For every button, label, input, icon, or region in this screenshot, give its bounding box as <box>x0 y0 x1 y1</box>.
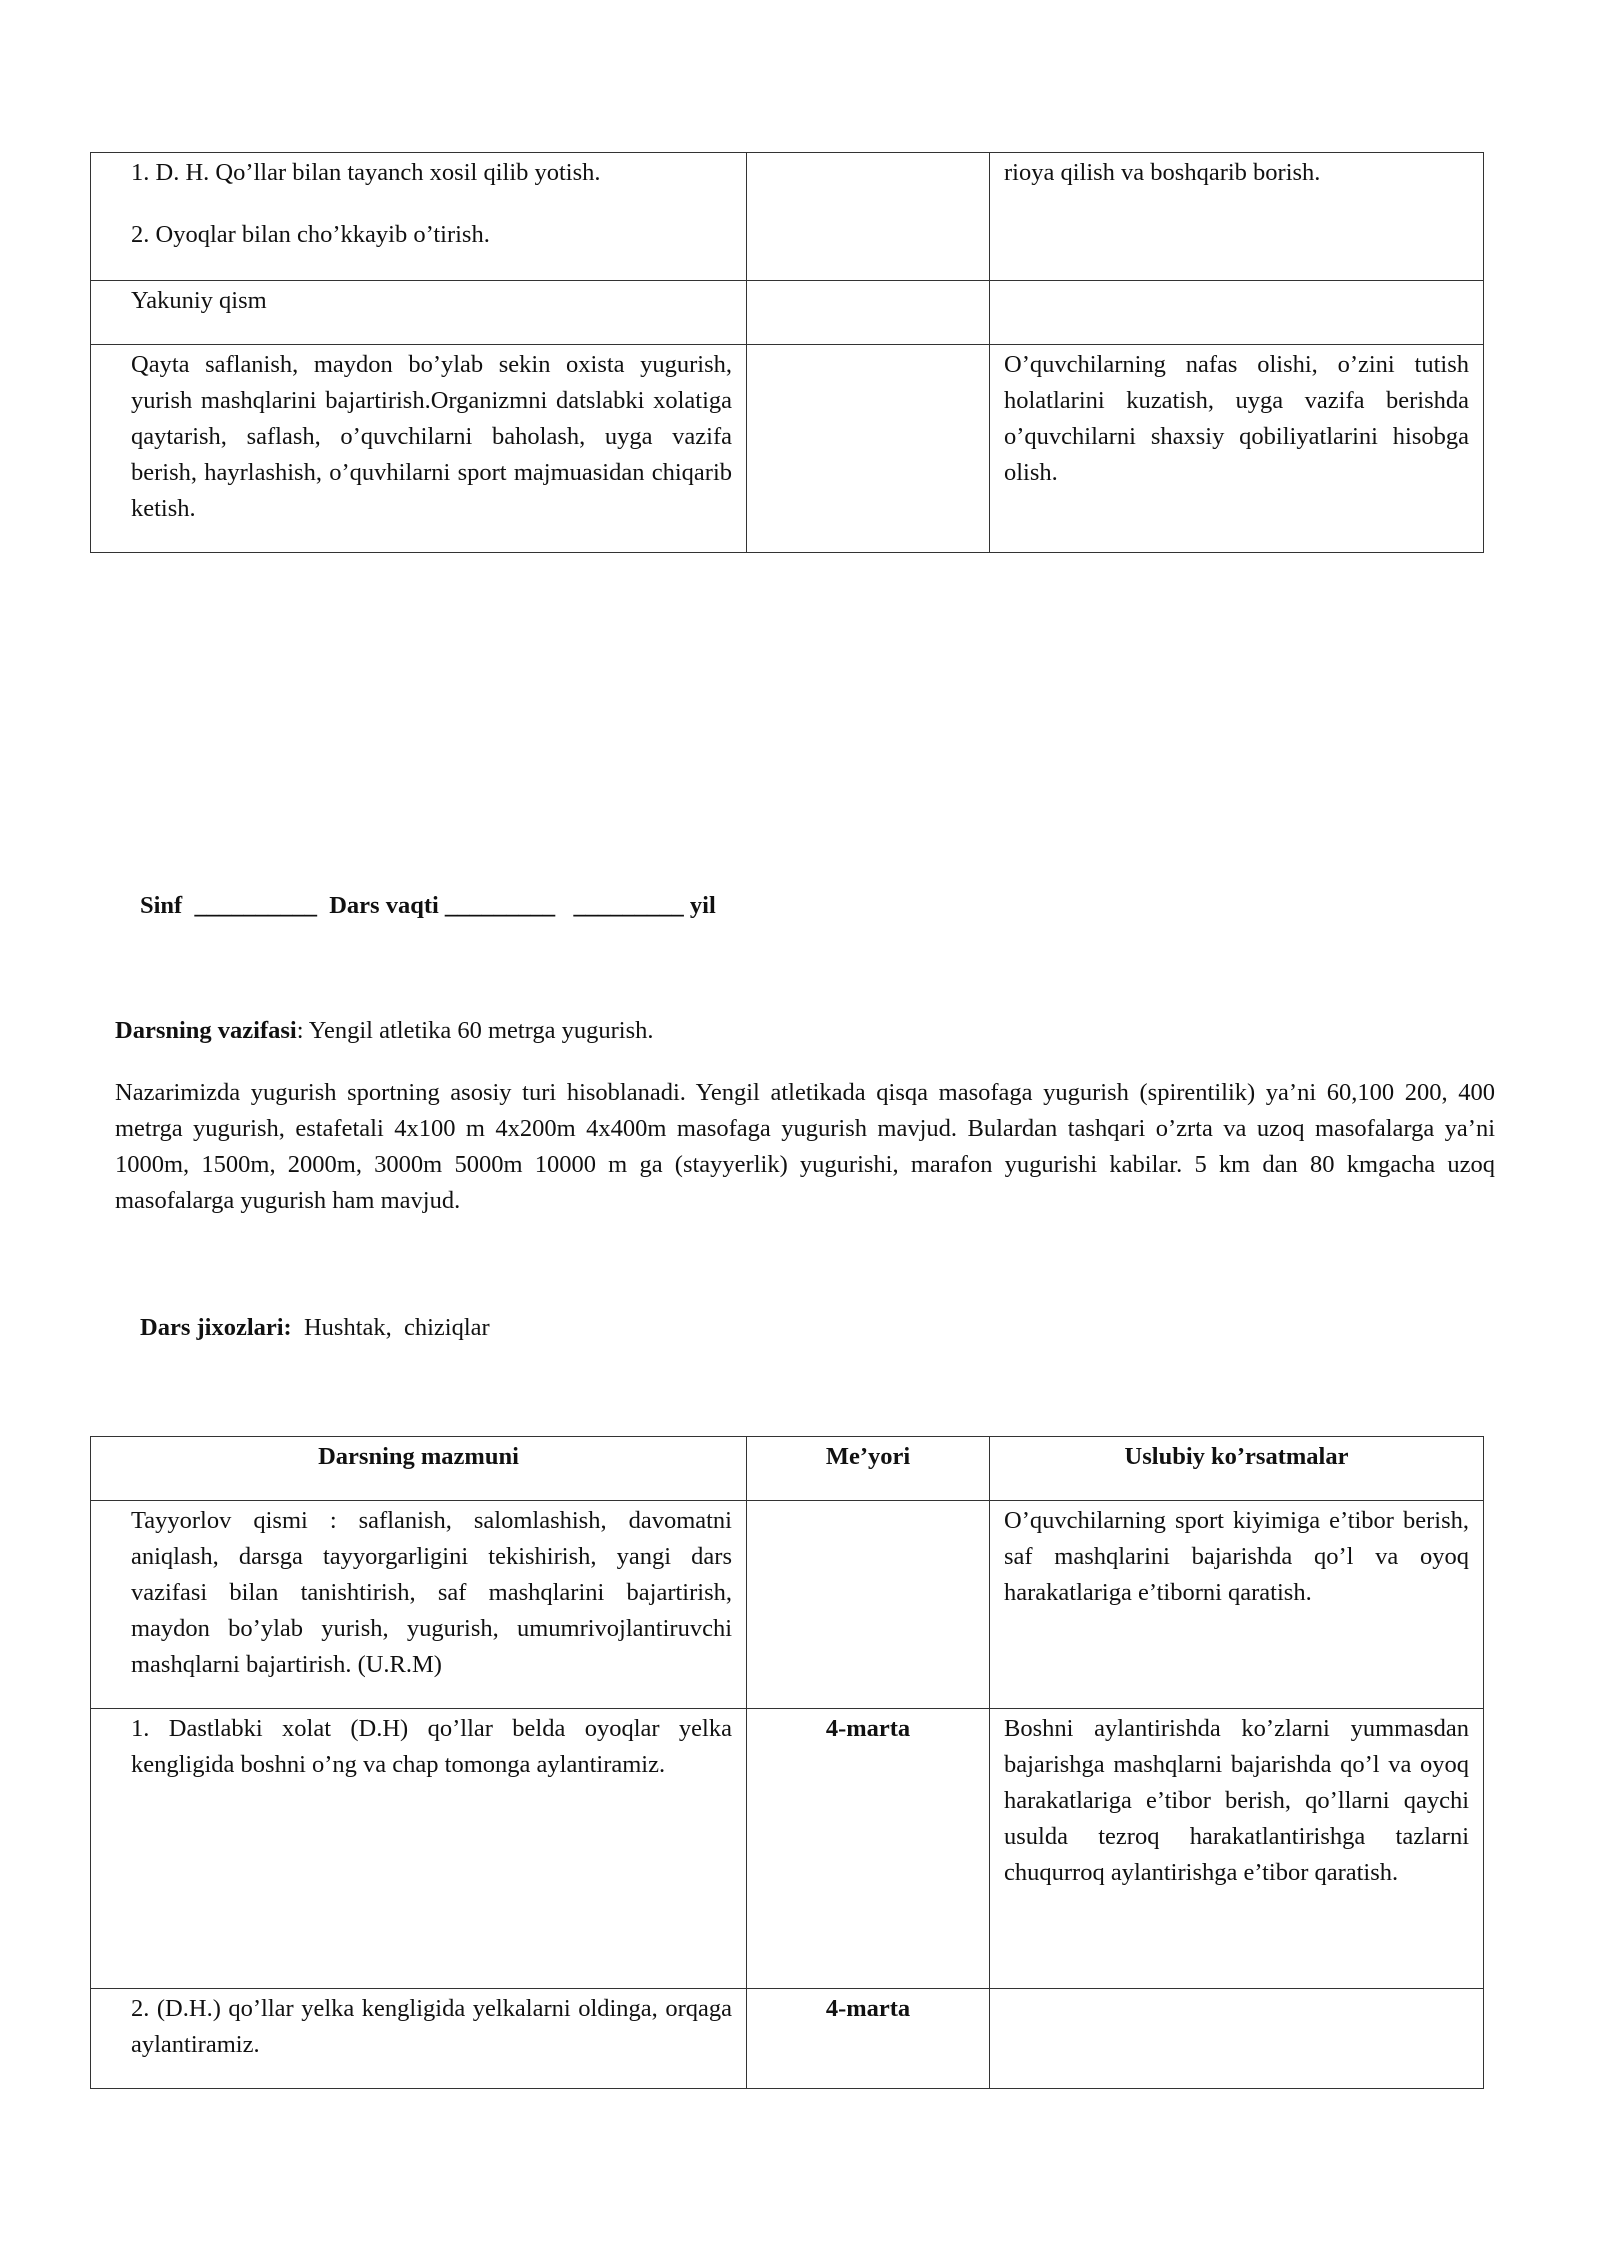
task-label: Darsning vazifasi <box>115 1017 297 1044</box>
table-cell <box>747 1501 990 1709</box>
lesson-table-top <box>90 152 1484 553</box>
lesson-table-main <box>90 1436 1484 2089</box>
table-cell: rioya qilish va boshqarib borish. <box>990 153 1484 281</box>
year-blank: _________ <box>573 892 684 919</box>
sinf-blank: __________ <box>194 892 317 919</box>
table-row <box>91 1501 1484 1709</box>
sinf-label: Sinf <box>140 892 183 919</box>
section-title: Yakuniy qism <box>91 281 747 345</box>
table-row <box>91 281 1484 345</box>
info-line <box>140 888 716 924</box>
table-cell: Boshni aylantirishda ko’zlarni yummasdan bajarishga mashqlarni bajarishda qo’l va oyoq harakatlariga e’tibor berish, qo’llarni qaychi usulda tezroq harakatlantirishga tazlarni chuqurroq aylantirishga e’tibor qaratish. <box>990 1709 1484 1989</box>
column-header: Me’yori <box>747 1437 990 1501</box>
lesson-task <box>115 1013 654 1049</box>
norm-cell: 4-marta <box>747 1989 990 2089</box>
table-row <box>91 1709 1484 1989</box>
table-row <box>91 153 1484 281</box>
dars-vaqti-blank: _________ <box>444 892 556 919</box>
column-header: Darsning mazmuni <box>91 1437 747 1501</box>
table-cell <box>747 153 990 281</box>
table-cell: 2. (D.H.) qo’llar yelka kengligida yelkalarni oldinga, orqaga aylantiramiz. <box>91 1989 747 2089</box>
table-cell <box>747 345 990 553</box>
equipment-label: Dars jixozlari: <box>140 1314 292 1341</box>
table-header-row <box>91 1437 1484 1501</box>
task-text: : Yengil atletika 60 metrga yugurish. <box>296 1017 654 1044</box>
table-cell <box>91 153 747 281</box>
table-cell: Qayta saflanish, maydon bo’ylab sekin oxista yugurish, yurish mashqlarini bajartirish.Organizmni datslabki xolatiga qaytarish, saflash, o’quvchilarni baholash, uyga vazifa berish, hayrlashish, o’quvhilarni sport majmuasidan chiqarib ketish. <box>91 345 747 553</box>
dars-vaqti-label: Dars vaqti <box>329 892 439 919</box>
table-cell: Tayyorlov qismi : saflanish, salomlashish, davomatni aniqlash, darsga tayyorgarligini tekishirish, yangi dars vazifasi bilan tanishtirish, saf mashqlarini bajartirish, maydon bo’ylab yurish, yugurish, umumrivojlantiruvchi mashqlarni bajartirish. (U.R.M) <box>91 1501 747 1709</box>
intro-paragraph: Nazarimizda yugurish sportning asosiy turi hisoblanadi. Yengil atletikada qisqa masofaga yugurish (spirentilik) ya’ni 60,100 200, 400 metrga yugurish, estafetali 4x100 m 4x200m 4x400m masofaga yugurish mavjud. Bulardan tashqari o’zrta va uzoq masofalarga ya’ni 1000m, 1500m, 2000m, 3000m 5000m 10000 m ga (stayyerlik) yugurishi, marafon yugurishi kabilar. 5 km dan 80 kmgacha uzoq masofalarga yugurish ham mavjud. <box>115 1079 1495 1214</box>
yil-label: yil <box>689 892 716 919</box>
table-cell: O’quvchilarning nafas olishi, o’zini tutish holatlarini kuzatish, uyga vazifa berishda o’quvchilarni shaxsiy qobiliyatlarini hisobga olish. <box>990 345 1484 553</box>
cell-text: 1. D. H. Qo’llar bilan tayanch xosil qilib yotish. <box>131 159 601 186</box>
table-cell <box>990 1989 1484 2089</box>
norm-cell: 4-marta <box>747 1709 990 1989</box>
table-row <box>91 345 1484 553</box>
table-cell <box>747 281 990 345</box>
lesson-equipment <box>140 1310 490 1346</box>
table-cell: 1. Dastlabki xolat (D.H) qo’llar belda oyoqlar yelka kengligida boshni o’ng va chap tomonga aylantiramiz. <box>91 1709 747 1989</box>
table-cell <box>990 281 1484 345</box>
cell-text: 2. Oyoqlar bilan cho’kkayib o’tirish. <box>131 221 490 248</box>
column-header: Uslubiy ko’rsatmalar <box>990 1437 1484 1501</box>
table-row <box>91 1989 1484 2089</box>
table-cell: O’quvchilarning sport kiyimiga e’tibor berish, saf mashqlarini bajarishda qo’l va oyoq harakatlariga e’tiborni qaratish. <box>990 1501 1484 1709</box>
equipment-text: Hushtak, chiziqlar <box>291 1314 490 1341</box>
